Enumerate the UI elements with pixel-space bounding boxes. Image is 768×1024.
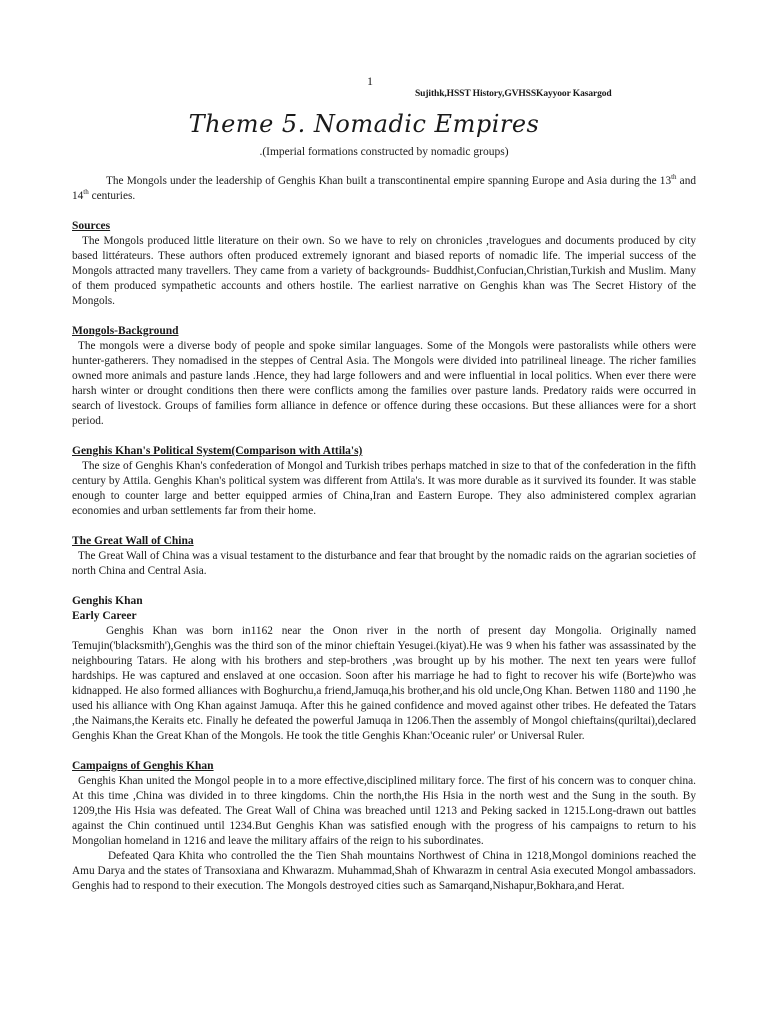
- intro-sup-14: th: [83, 188, 89, 197]
- section-heading-sources: Sources: [72, 220, 111, 232]
- section-text-background: The mongols were a diverse body of people and spoke similar languages. Some of the Mongols were pastoralists while others were hunter-gatherers. They nomadised in the steppes of Central Asia. The Mongols were divided into patrilineal lineage. The richer families owned more animals and pasture lands .Hence, they had large followers and and were influential in local politics. When ever there were harsh winter or drought conditions then there were conflicts among the families over pasture lands. Predatory raids were occurred in search of livestock. Groups of families form alliance in defence or offence during these occasions. But these alliances were for a short period.: [72, 340, 696, 427]
- intro-text-b: and 14: [72, 175, 696, 202]
- intro-text-c: centuries.: [88, 190, 136, 202]
- section-text-campaigns-2: Defeated Qara Khita who controlled the the Tien Shah mountains Northwest of China in 1218,Mongol dominions reached the Amu Darya and the states of Transoxiana and Khwarazm. Muhammad,Shah of Khwarazm in central Asia executed Mongol ambassadors. Genghis had to respond to their execution. The Mongols destroyed cities such as Samarqand,Nishapur,Bokhara,and Herat.: [72, 850, 696, 892]
- section-heading-great-wall: The Great Wall of China: [72, 535, 194, 547]
- intro-text-a: The Mongols under the leadership of Genghis Khan built a transcontinental empire spanning Europe and Asia during the 13: [106, 175, 672, 187]
- section-text-political: The size of Genghis Khan's confederation of Mongol and Turkish tribes perhaps matched in size to that of the confederation in the fifth century by Attila. Genghis Khan's political system was different from Attila's. It was more durable as it survived its founder. It was stable enough to counter large and better equipped armies of China,Iran and Eastern Europe. They also administered complex agrarian economies and urban settlements far from their home.: [72, 460, 696, 517]
- section-text-sources: The Mongols produced little literature on their own. So we have to rely on chronicles ,travelogues and documents produced by city based littérateurs. These authors often produced extremely ignorant and biased reports of nomadic life. The imperial success of the Mongols attracted many travellers. They came from a variety of backgrounds- Buddhist,Confucian,Christian,Turkish and Muslim. Many of them produced sympathetic accounts and others hostile. The earliest narrative on Genghis khan was The Secret History of the Mongols.: [72, 235, 696, 307]
- page-number: 1: [367, 74, 373, 88]
- section-text-great-wall: The Great Wall of China was a visual testament to the disturbance and fear that brought by the nomadic raids on the agrarian societies of north China and Central Asia.: [72, 550, 696, 577]
- section-heading-background: Mongols-Background: [72, 325, 179, 337]
- intro-paragraph: [72, 174, 696, 204]
- section-heading-political: Genghis Khan's Political System(Comparison with Attila's): [72, 445, 363, 457]
- section-text-early-career: Genghis Khan was born in1162 near the Onon river in the north of present day Mongolia. Originally named Temujin('blacksmith'),Genghis was the third son of the minor chieftain Yesugei.(kiyat).He was 9 when his father was assassinated by the neighbouring Tatars. He along with his brothers and step-brothers ,was brought up by his mother. The next ten years were fullof hardships. He was captured and enslaved at one occasion. Soon after his marriage he had to fight to recover his wife (Borte)who was kidnapped. He also formed alliances with Boghurchu,a friend,Jamuqa,his brother,and his old uncle,Ong Khan. Betwen 1180 and 1190 ,he used his alliance with Ong Khan against Jamuqa. After this he gained confidence and moved against other tribes. He defeated the Tatars ,the Naimans,the Keraits etc. Finally he defeated the powerful Jamuqa in 1206.Then the assembly of Mongol chieftains(quriltai),declared Genghis Khan the Great Khan of the Mongols. He took the title Genghis Khan:'Oceanic ruler' or Universal Ruler.: [72, 625, 696, 742]
- intro-sup-13: th: [671, 173, 677, 182]
- author-line: Sujithk,HSST History,GVHSSKayyoor Kasargod: [415, 89, 612, 99]
- page-title: Theme 5. Nomadic Empires: [188, 110, 540, 138]
- section-subheading-early-career: Early Career: [72, 610, 137, 622]
- section-heading-campaigns: Campaigns of Genghis Khan: [72, 760, 214, 772]
- section-text-campaigns-1: Genghis Khan united the Mongol people in to a more effective,disciplined military force. The first of his concern was to conquer china. At this time ,China was divided in to three kingdoms. Chin the north,the His Hsia in the north west and the Sung in the south. By 1209,the His Hsia was defeated. The Great Wall of China was breached until 1213 and Peking sacked in 1215.Long-drawn out battles against the Chin continued until 1234.But Genghis Khan was satisfied enough with the progress of his campaigns to return to his Mongolian homeland in 1216 and leave the military affairs of the reign to his subordinates.: [72, 775, 696, 847]
- page-subtitle: .(Imperial formations constructed by nomadic groups): [259, 146, 509, 158]
- section-heading-genghis: Genghis Khan: [72, 595, 143, 607]
- document-body: [72, 174, 696, 894]
